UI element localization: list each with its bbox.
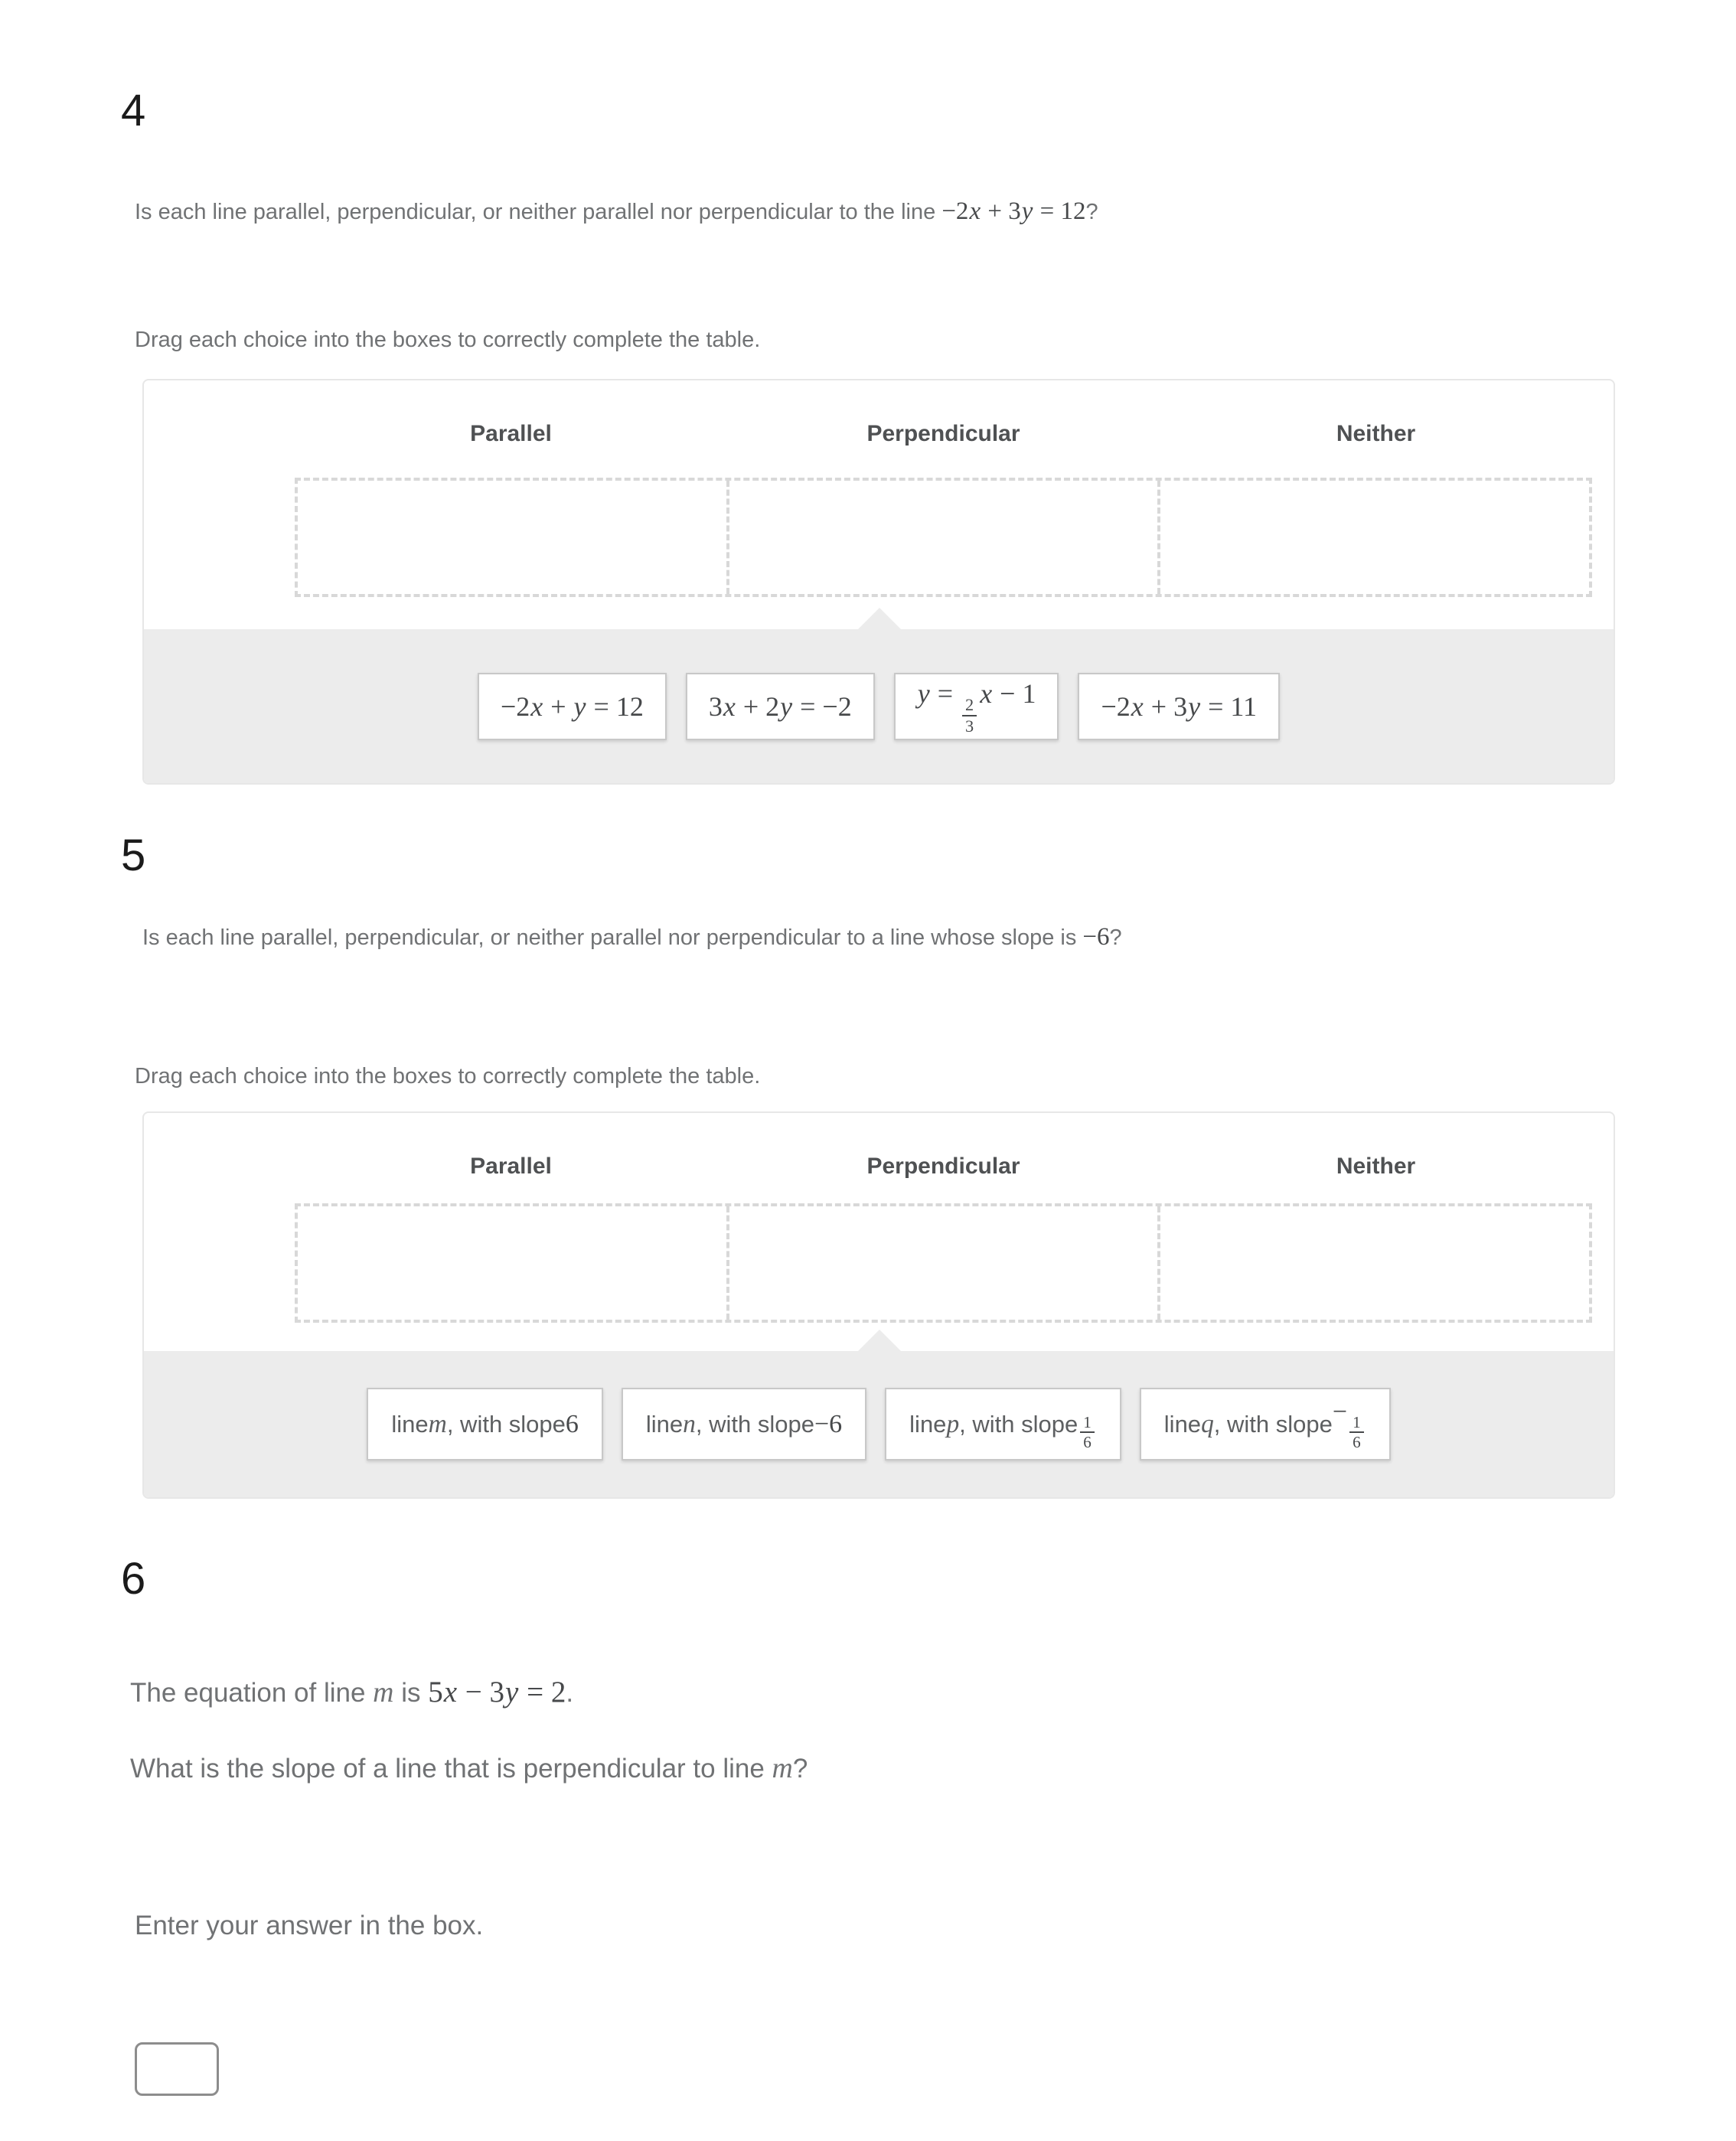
question-prompt — [130, 1751, 808, 1785]
drag-drop-table — [142, 379, 1615, 785]
drop-cell-neither[interactable] — [1160, 1206, 1589, 1320]
choice-text-pre: line — [909, 1410, 947, 1438]
equation-statement — [130, 1675, 573, 1709]
prompt-pre: What is the slope of a line that is perpendicular to line — [130, 1754, 772, 1784]
drop-zone — [295, 1203, 1592, 1323]
line-variable: m — [373, 1676, 394, 1709]
drop-cell-neither[interactable] — [1160, 481, 1589, 594]
question-text-pre: Is each line parallel, perpendicular, or neither parallel nor perpendicular to a line whose slope is — [142, 925, 1083, 950]
line-variable: m — [772, 1752, 793, 1784]
question-text-suffix: ? — [1085, 200, 1098, 224]
choice-text-mid: , with slope — [959, 1410, 1078, 1438]
drop-zone — [295, 478, 1592, 597]
fraction: $\frac{1}{6}$ — [1080, 1414, 1095, 1451]
choice-text-pre: line — [645, 1410, 684, 1438]
question-number: 6 — [121, 1554, 146, 1604]
slope-value — [1078, 1398, 1097, 1451]
choice-chip[interactable] — [1078, 673, 1280, 740]
choice-text-pre: line — [391, 1410, 429, 1438]
question-text-pre: Is each line parallel, perpendicular, or neither parallel nor perpendicular to the line — [135, 200, 942, 224]
choice-equation: −2x + 3y = 11 — [1101, 690, 1258, 722]
statement-suffix: . — [566, 1678, 574, 1708]
slope-value: −6 — [814, 1409, 843, 1438]
choice-text-mid: , with slope — [1213, 1410, 1333, 1438]
choice-text-pre: line — [1163, 1410, 1202, 1438]
column-header-parallel: Parallel — [470, 421, 552, 446]
tray-notch — [858, 1330, 901, 1351]
line-variable: q — [1201, 1409, 1214, 1438]
choice-chip[interactable] — [367, 1388, 603, 1461]
table-header-row — [295, 1154, 1592, 1179]
choices-tray — [144, 1351, 1614, 1497]
fraction: $\frac{1}{6}$ — [1349, 1414, 1364, 1451]
drop-cell-perpendicular[interactable] — [726, 1206, 1161, 1320]
choices-tray — [144, 629, 1614, 783]
statement-mid: is — [393, 1678, 429, 1708]
choice-chip[interactable] — [478, 673, 667, 740]
question-slope-value: −6 — [1082, 923, 1110, 951]
question-text-suffix: ? — [1109, 925, 1122, 950]
choice-chip[interactable] — [894, 673, 1059, 740]
choice-equation: −2x + y = 12 — [500, 690, 644, 722]
choice-chip[interactable] — [885, 1388, 1121, 1461]
column-header-perpendicular: Perpendicular — [866, 421, 1020, 446]
drop-cell-perpendicular[interactable] — [726, 481, 1161, 594]
question-equation: −2x + 3y = 12 — [941, 197, 1086, 225]
table-header-row — [295, 421, 1592, 446]
line-variable: n — [683, 1409, 696, 1438]
statement-pre: The equation of line — [130, 1678, 374, 1708]
drag-instruction: Drag each choice into the boxes to correctly complete the table. — [135, 328, 761, 352]
drop-cell-parallel[interactable] — [298, 481, 726, 594]
choice-chip[interactable] — [622, 1388, 866, 1461]
slope-value: 6 — [565, 1409, 579, 1438]
choice-equation: 3x + 2y = −2 — [708, 690, 852, 722]
choice-chip[interactable] — [1140, 1388, 1391, 1461]
choice-text-mid: , with slope — [695, 1410, 814, 1438]
column-header-perpendicular: Perpendicular — [866, 1154, 1020, 1179]
question-text — [142, 923, 1122, 951]
line-variable: m — [428, 1409, 447, 1438]
fraction: $\frac{2}{3}$ — [962, 696, 977, 735]
prompt-suffix: ? — [792, 1754, 808, 1784]
column-header-neither: Neither — [1336, 1154, 1416, 1179]
answer-instruction: Enter your answer in the box. — [135, 1911, 484, 1940]
question-text — [135, 197, 1098, 226]
choice-chip[interactable] — [686, 673, 875, 740]
line-variable: p — [946, 1409, 960, 1438]
question-number: 4 — [121, 86, 146, 135]
column-header-parallel: Parallel — [470, 1154, 552, 1179]
column-header-neither: Neither — [1336, 421, 1416, 446]
drag-instruction: Drag each choice into the boxes to correctly complete the table. — [135, 1064, 761, 1088]
question-number: 5 — [121, 831, 146, 880]
drop-cell-parallel[interactable] — [298, 1206, 726, 1320]
choice-text-mid: , with slope — [446, 1410, 566, 1438]
answer-input[interactable] — [135, 2042, 219, 2096]
line-equation: 5x − 3y = 2 — [428, 1676, 566, 1709]
slope-value: − $\frac{1}{6}$ — [1333, 1398, 1366, 1451]
tray-notch — [858, 608, 901, 629]
choice-equation: y = $\frac{2}{3}$ x − 1 — [917, 678, 1036, 736]
drag-drop-table — [142, 1111, 1615, 1499]
